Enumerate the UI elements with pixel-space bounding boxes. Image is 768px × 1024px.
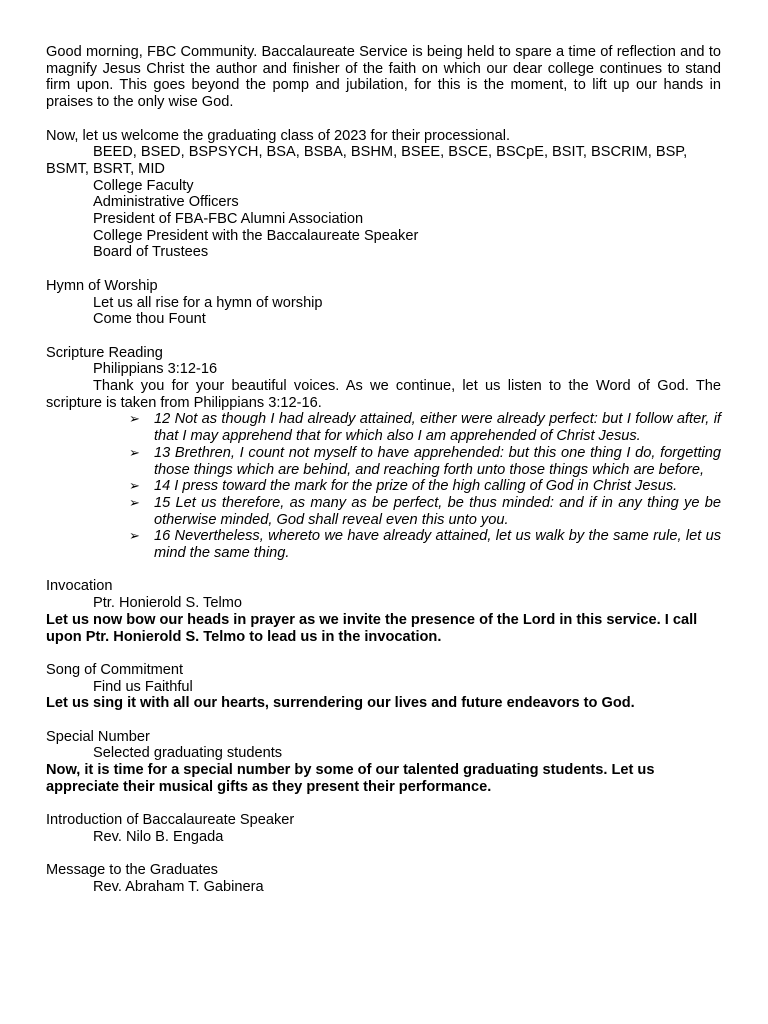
spacer [46,111,721,128]
intro-paragraph: Good morning, FBC Community. Baccalaureate Service is being held to spare a time of reflection and to magnify Jesus Christ the author and finisher of the faith on which our dear college continues to stand firm upon. This goes beyond the pomp and jubilation, for this is the moment, to lift up our hands in praises to the only wise God. [46,44,721,111]
speaker-intro-heading: Introduction of Baccalaureate Speaker [46,812,295,829]
scripture-lead: Thank you for your beautiful voices. As we continue, let us listen to the Word of God. The scripture is taken from Philippians 3:12-16. [46,378,721,411]
verse-item [46,478,721,495]
processional-order-item: Board of Trustees [93,244,209,261]
message-heading: Message to the Graduates [46,862,218,879]
spacer [46,846,721,863]
invocation-person: Ptr. Honierold S. Telmo [93,595,242,612]
invocation-script: Let us now bow our heads in prayer as we invite the presence of the Lord in this service. I call upon Ptr. Honierold S. Telmo to lead us in the invocation. [46,611,698,645]
processional-order-item: College President with the Baccalaureate Speaker [93,227,419,244]
arrow-bullet-icon: ➢ [129,444,140,460]
hymn-heading: Hymn of Worship [46,277,158,294]
verse-list [46,411,721,561]
verse-item [46,411,721,444]
verse-text: 13 Brethren, I count not myself to have apprehended: but this one thing I do, forgetting those things which are behind, and reaching forth unto those things which are before, [154,444,721,478]
verse-text: 16 Nevertheless, whereto we have already attained, let us walk by the same rule, let us mind the same thing. [154,528,721,562]
special-number-heading: Special Number [46,728,150,745]
processional-order-item: College Faculty [93,177,194,194]
arrow-bullet-icon: ➢ [129,494,140,510]
hymn-title: Come thou Fount [93,311,206,328]
commitment-heading: Song of Commitment [46,661,184,678]
arrow-bullet-icon: ➢ [129,411,140,427]
commitment-song-title: Find us Faithful [93,678,193,695]
spacer [46,712,721,729]
verse-item [46,495,721,528]
arrow-bullet-icon: ➢ [129,478,140,494]
scripture-heading: Scripture Reading [46,344,163,361]
arrow-bullet-icon: ➢ [129,528,140,544]
spacer [46,562,721,579]
invocation-heading: Invocation [46,578,113,595]
verse-text: 14 I press toward the mark for the prize of the high calling of God in Christ Jesus. [154,478,678,495]
scripture-reference: Philippians 3:12-16 [93,361,218,378]
processional-lead: Now, let us welcome the graduating class of 2023 for their processional. [46,127,511,144]
special-number-performers: Selected graduating students [93,745,283,762]
spacer [46,645,721,662]
hymn-line: Let us all rise for a hymn of worship [93,294,323,311]
verse-item [46,445,721,478]
spacer [46,328,721,345]
verse-text: 15 Let us therefore, as many as be perfect, be thus minded: and if in any thing ye be otherwise minded, God shall reveal even this unto you. [154,494,721,528]
special-number-script: Now, it is time for a special number by some of our talented graduating students. Let us appreciate their musical gifts as they present their performance. [46,762,655,795]
processional-programs: BEED, BSED, BSPSYCH, BSA, BSBA, BSHM, BSEE, BSCE, BSCpE, BSIT, BSCRIM, BSP, BSMT, BSRT, MID [46,144,688,177]
processional-order-item: President of FBA-FBC Alumni Association [93,211,364,228]
spacer [46,796,721,813]
processional-order-item: Administrative Officers [93,194,239,211]
verse-text: 12 Not as though I had already attained, either were already perfect: but I follow after, if that I may apprehend that for which also I am apprehended of Christ Jesus. [154,411,721,445]
commitment-script: Let us sing it with all our hearts, surrendering our lives and future endeavors to God. [46,695,635,712]
spacer [46,261,721,278]
speaker-intro-person: Rev. Nilo B. Engada [93,828,224,845]
program-script [46,44,721,896]
verse-item [46,528,721,561]
message-person: Rev. Abraham T. Gabinera [93,879,264,896]
